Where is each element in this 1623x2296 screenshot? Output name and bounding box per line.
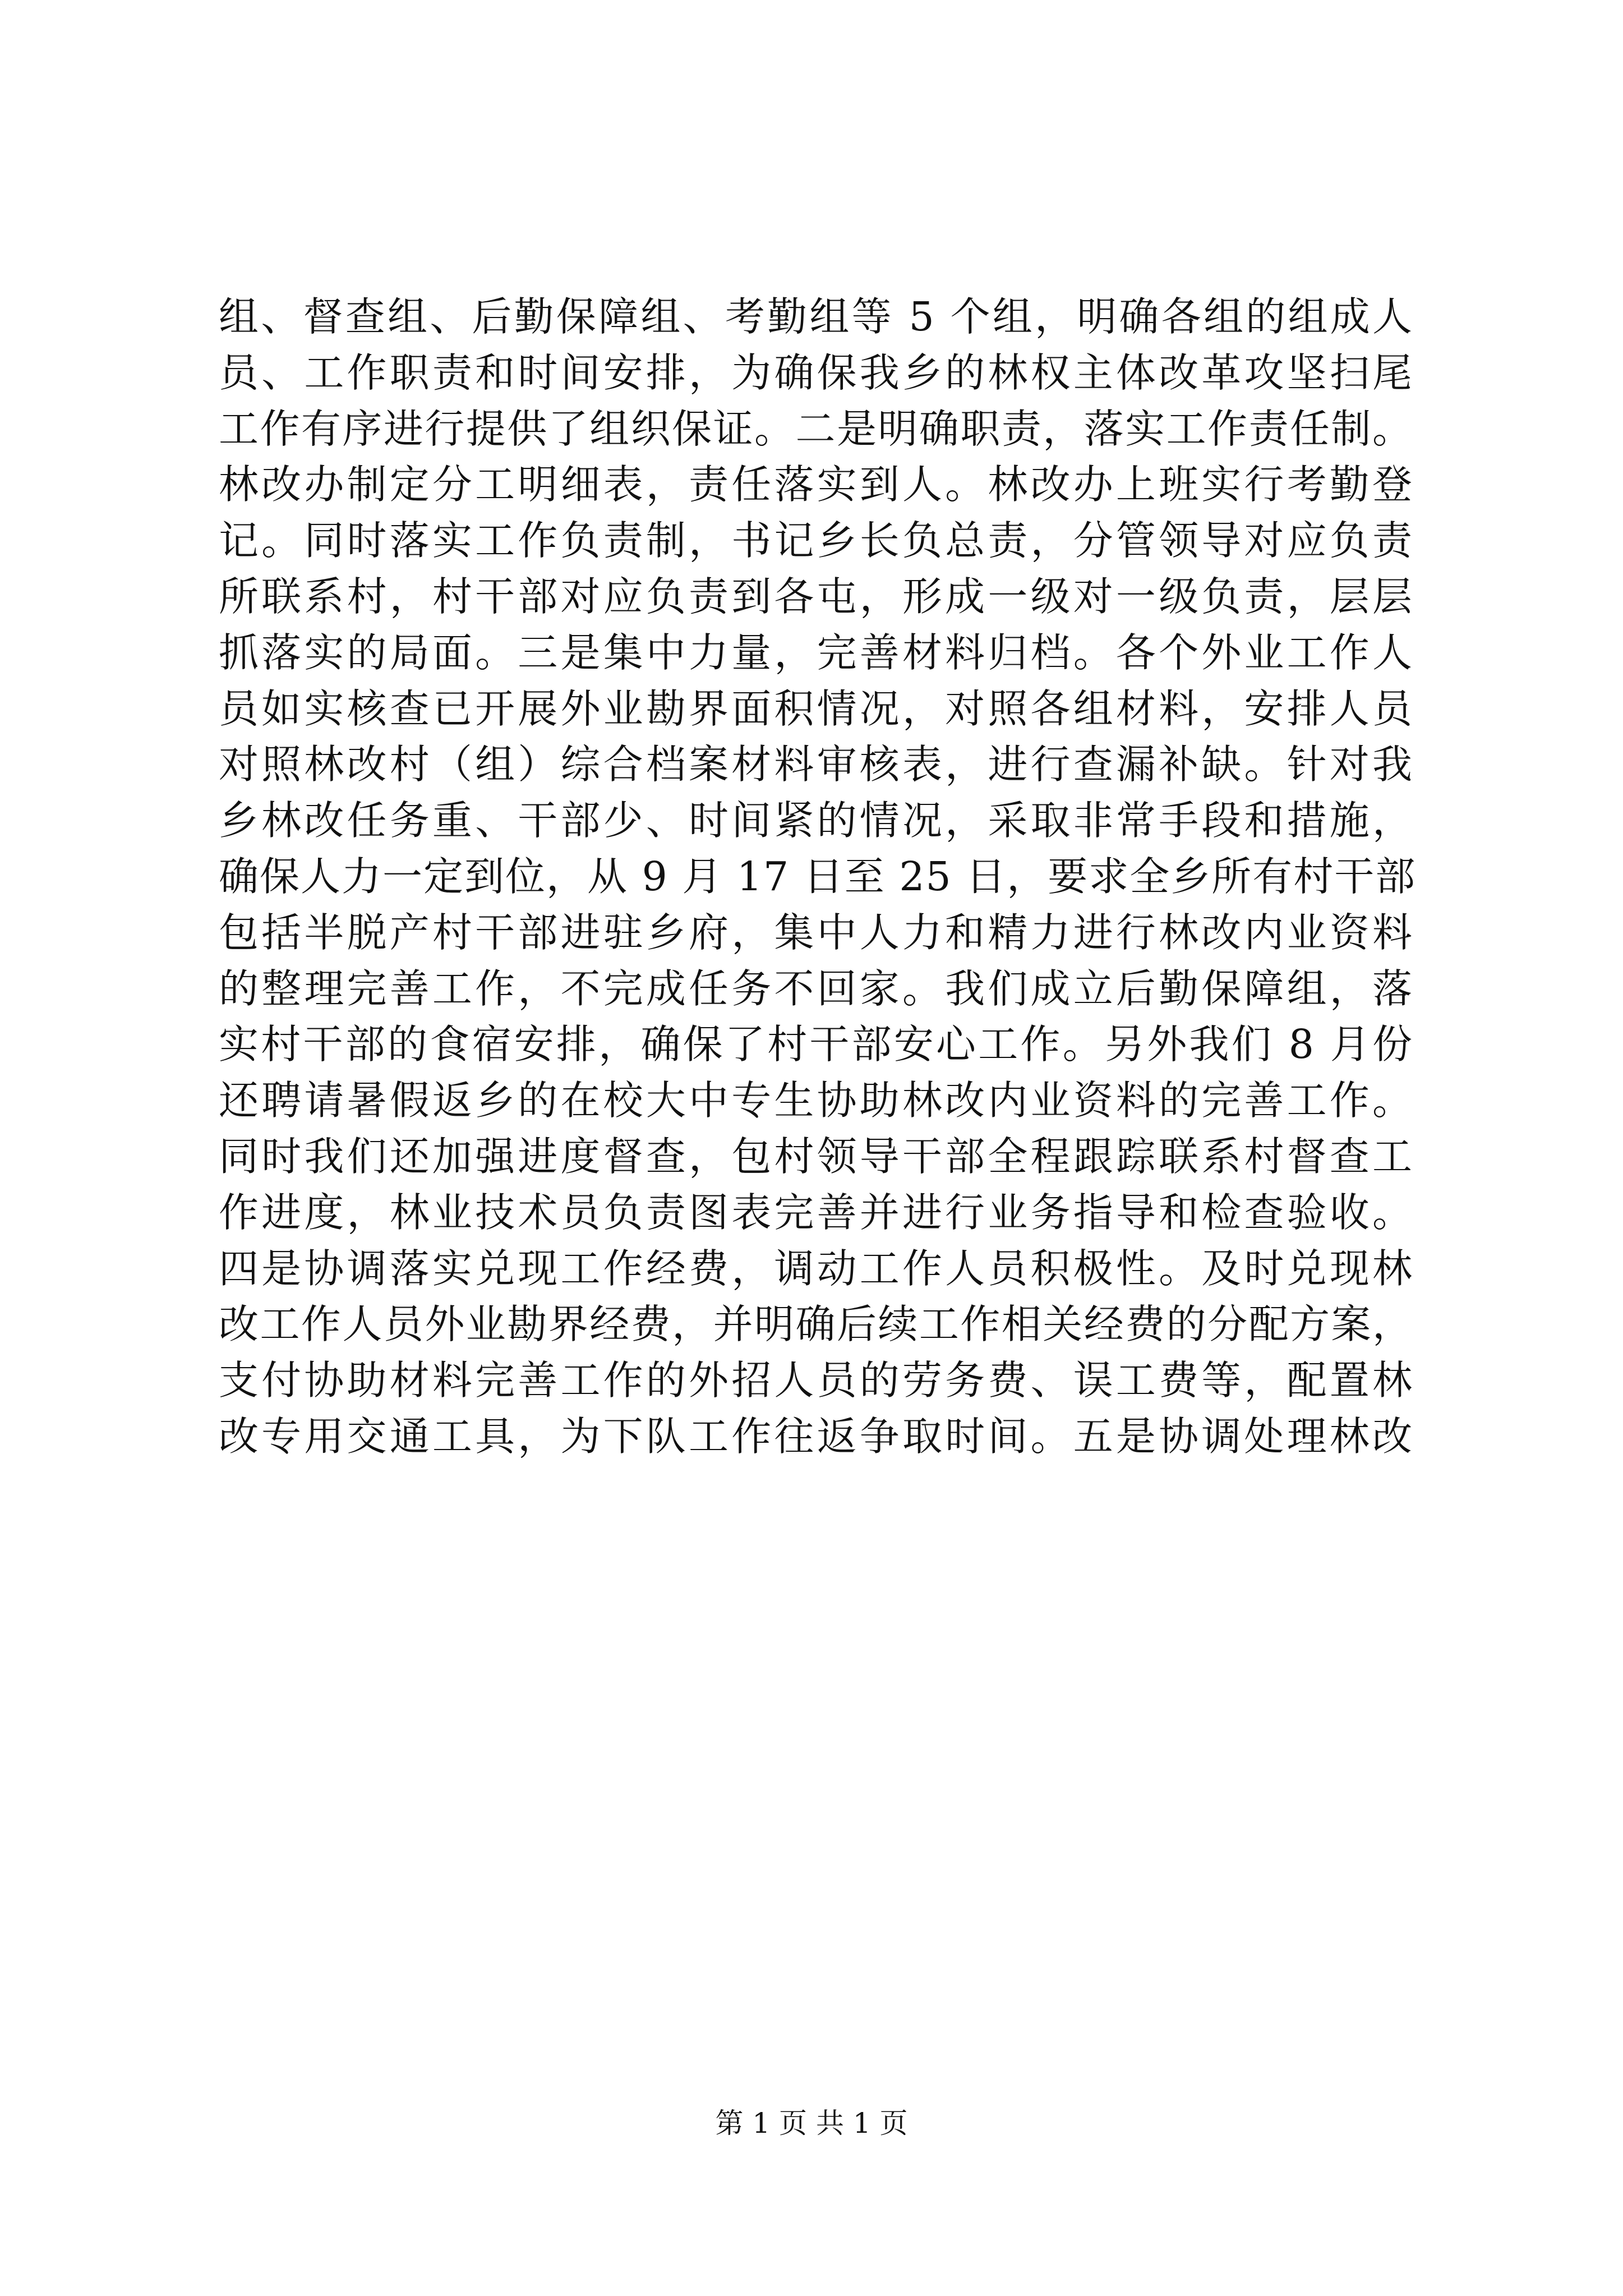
text-line: 的整理完善工作，不完成任务不回家。我们成立后勤保障组，落 bbox=[219, 965, 1413, 1012]
text-line: 所联系村，村干部对应负责到各屯，形成一级对一级负责，层层 bbox=[219, 573, 1413, 620]
text-line: 还聘请暑假返乡的在校大中专生协助林改内业资料的完善工作。 bbox=[219, 1077, 1413, 1124]
text-line: 组、督查组、后勤保障组、考勤组等 5 个组，明确各组的组成人 bbox=[219, 293, 1413, 340]
text-line: 四是协调落实兑现工作经费，调动工作人员积极性。及时兑现林 bbox=[219, 1245, 1413, 1292]
body-text bbox=[219, 289, 1417, 1465]
text-line: 改专用交通工具，为下队工作往返争取时间。五是协调处理林改 bbox=[219, 1412, 1413, 1460]
text-line: 支付协助材料完善工作的外招人员的劳务费、误工费等，配置林 bbox=[219, 1357, 1413, 1404]
text-line: 员、工作职责和时间安排，为确保我乡的林权主体改革攻坚扫尾 bbox=[219, 349, 1413, 396]
text-line: 对照林改村（组）综合档案材料审核表，进行查漏补缺。针对我 bbox=[219, 741, 1413, 788]
text-line: 林改办制定分工明细表，责任落实到人。林改办上班实行考勤登 bbox=[219, 461, 1413, 508]
page-footer: 第 1 页 共 1 页 bbox=[715, 2107, 908, 2139]
text-line: 员如实核查已开展外业勘界面积情况，对照各组材料，安排人员 bbox=[219, 685, 1413, 732]
text-line: 确保人力一定到位，从 9 月 17 日至 25 日，要求全乡所有村干部 bbox=[219, 853, 1417, 900]
text-line: 包括半脱产村干部进驻乡府，集中人力和精力进行林改内业资料 bbox=[219, 909, 1413, 956]
text-line: 同时我们还加强进度督查，包村领导干部全程跟踪联系村督查工 bbox=[219, 1133, 1413, 1180]
text-line: 记。同时落实工作负责制，书记乡长负总责，分管领导对应负责 bbox=[219, 517, 1413, 564]
text-line: 乡林改任务重、干部少、时间紧的情况，采取非常手段和措施， bbox=[219, 797, 1413, 844]
text-line: 抓落实的局面。三是集中力量，完善材料归档。各个外业工作人 bbox=[219, 629, 1413, 676]
text-line: 作进度，林业技术员负责图表完善并进行业务指导和检查验收。 bbox=[219, 1189, 1413, 1236]
text-line: 工作有序进行提供了组织保证。二是明确职责，落实工作责任制。 bbox=[219, 405, 1413, 452]
text-line: 改工作人员外业勘界经费，并明确后续工作相关经费的分配方案， bbox=[219, 1301, 1413, 1348]
text-line: 实村干部的食宿安排，确保了村干部安心工作。另外我们 8 月份 bbox=[219, 1021, 1413, 1068]
